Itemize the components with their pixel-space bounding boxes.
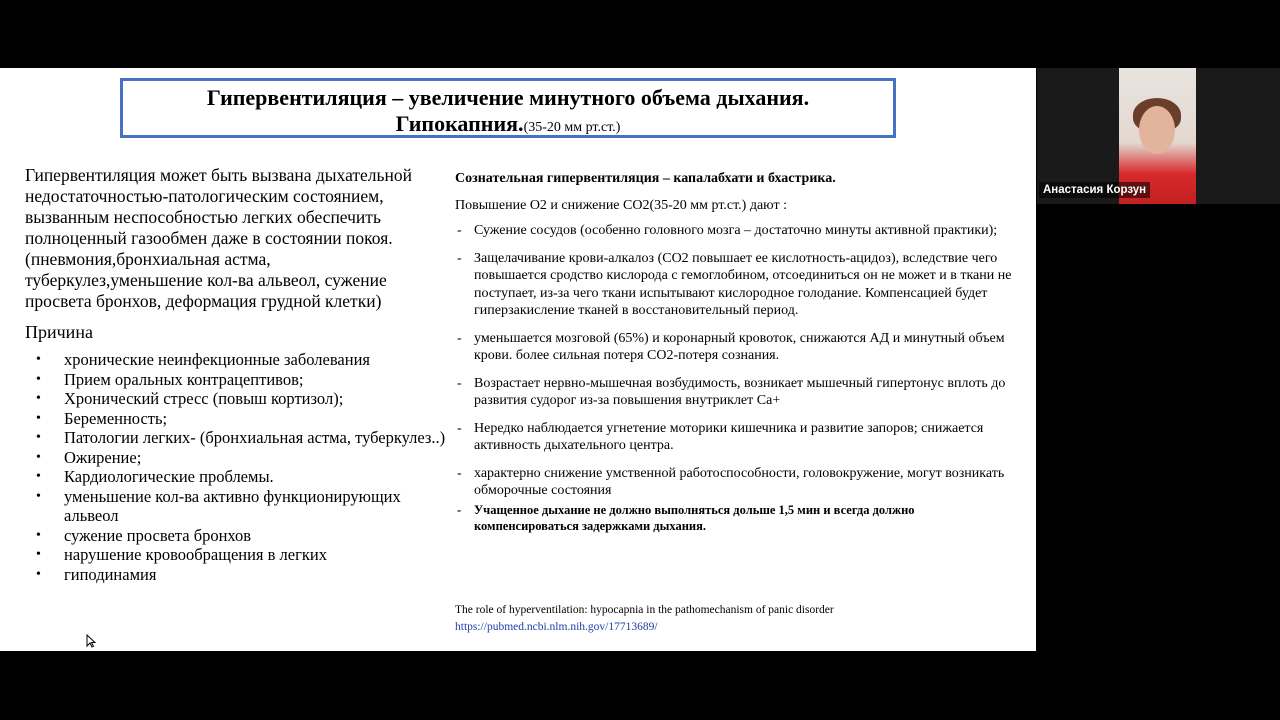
dash-icon: - [457, 465, 462, 481]
bullet-icon: • [36, 391, 41, 406]
list-item: • Ожирение; [36, 447, 142, 467]
cause-heading: Причина [25, 322, 93, 342]
list-item: • Кардиологические проблемы. [36, 467, 274, 486]
right-column [455, 168, 1015, 545]
intro-paragraph: Гипервентиляция может быть вызвана дыхательной недостаточностью-патологическим состоянием, вызванным неспособностью легких обеспечить полноценный газообмен даже в состоянии покоя.(пневмония,бронхиальная астма, туберкулез,уменьшение кол-ва альвеол, сужение просвета бронхов, деформация грудной клетки) [25, 165, 412, 311]
participant-video-tile[interactable] [1037, 68, 1280, 204]
presentation-slide [0, 68, 1036, 651]
list-item: • Хронический стресс (повыш кортизол); [36, 389, 344, 408]
bullet-icon: • [36, 547, 41, 562]
list-item: • Прием оральных контрацептивов; [36, 369, 304, 389]
bullet-icon: • [36, 410, 41, 426]
bullet-icon: • [36, 430, 41, 445]
subtitle-pressure: (35-20 мм рт.ст.) [523, 120, 621, 135]
list-item: • нарушение кровообращения в легких [36, 545, 327, 564]
dash-icon: - [457, 330, 462, 346]
participant-face-shape [1139, 106, 1175, 154]
mouse-cursor-icon [86, 634, 96, 648]
dash-icon: - [457, 223, 462, 238]
right-heading: Сознательная гипервентиляция – капалабхати и бхастрика. [455, 171, 836, 186]
bullet-icon: • [36, 527, 41, 543]
list-item: - характерно снижение умственной работоспособности, головокружение, могут возникать обморочные состояния [457, 465, 1005, 498]
bullet-icon: • [36, 371, 41, 387]
list-item: • сужение просвета бронхов [36, 525, 252, 545]
right-subheading: Повышение О2 и снижение СО2(35-20 мм рт.ст.) дают : [455, 198, 787, 213]
reference-link[interactable]: https://pubmed.ncbi.nlm.nih.gov/17713689/ [455, 621, 658, 633]
bullet-icon: • [36, 469, 41, 484]
slide-title: Гипервентиляция – увеличение минутного объема дыхания. [206, 85, 810, 110]
bullet-icon: • [36, 488, 41, 504]
list-item: • уменьшение кол-ва активно функционирующих альвеол [36, 486, 401, 525]
reference [455, 602, 834, 636]
list-item: - Нередко наблюдается угнетение моторики кишечника и развитие запоров; снижается активность дыхательного центра. [457, 420, 984, 453]
list-item: - Сужение сосудов (особенно головного мозга – достаточно минуты активной практики); [457, 223, 998, 238]
subtitle-bold: Гипокапния. [395, 111, 524, 136]
slide-title-box [120, 78, 896, 138]
list-item: • Беременность; [36, 408, 168, 428]
bullet-icon: • [36, 566, 41, 582]
list-item: - Возрастает нервно-мышечная возбудимость, возникает мышечный гипертонус вплоть до развития судорог из-за повышения внутриклет Са+ [457, 375, 1006, 408]
list-item: • хронические неинфекционные заболевания [36, 350, 370, 369]
effects-list [455, 222, 1015, 535]
bullet-icon: • [36, 449, 41, 465]
bullet-icon: • [36, 352, 41, 367]
left-column [25, 165, 450, 584]
reference-text: The role of hyperventilation: hypocapnia in the pathomechanism of panic disorder [455, 604, 834, 616]
participant-name-label: Анастасия Корзун [1039, 182, 1150, 198]
cause-list [25, 350, 450, 584]
dash-icon: - [457, 502, 462, 517]
list-item: - Защелачивание крови-алкалоз (СО2 повышает ее кислотность-ацидоз), вследствие чего повышается сродство кислорода с гемоглобином, отсоединиться он не может и в ткани не поступает, из-за чего ткани испытывают кислородное голодание. Компенсацией будет гиперзакисление тканей в восстановительный период. [457, 250, 1012, 318]
slide-subtitle [123, 111, 893, 141]
list-item: - уменьшается мозговой (65%) и коронарный кровоток, снижаются АД и минутный объем крови. более сильная потеря СО2-потеря сознания. [457, 330, 1005, 363]
list-item-warning: - Учащенное дыхание не должно выполняться дольше 1,5 мин и всегда должно компенсироваться задержками дыхания. [457, 502, 915, 533]
list-item: • гиподинамия [36, 564, 157, 584]
dash-icon: - [457, 375, 462, 391]
dash-icon: - [457, 420, 462, 436]
list-item: • Патологии легких- (бронхиальная астма, туберкулез..) [36, 428, 446, 447]
dash-icon: - [457, 250, 462, 266]
